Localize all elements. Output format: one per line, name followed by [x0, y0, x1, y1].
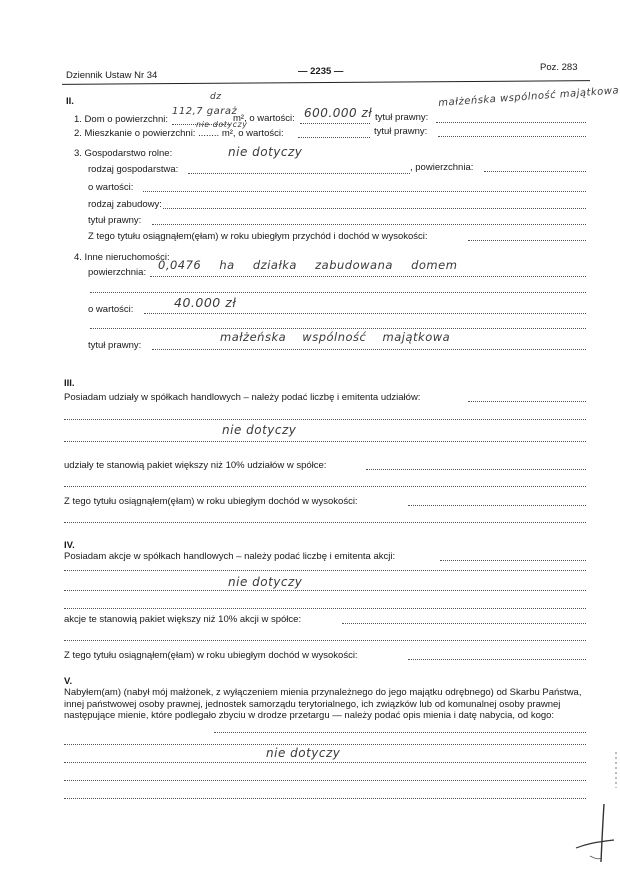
inne-powierzchnia-label: powierzchnia: [88, 267, 147, 278]
margin-mark-icon [612, 750, 620, 790]
inne-wartosc-handwritten: 40.000 zł [174, 295, 237, 310]
gosp-tytul-label: tytuł prawny: [88, 215, 142, 226]
section-ii-heading: II. [66, 96, 74, 107]
akcje-line-a [440, 560, 586, 561]
powierzchnia-line [484, 171, 586, 172]
section-v-paragraph: Nabyłem(am) (nabył mój małżonek, z wyłączeniem mienia przynależnego do jego majątku odrębnego) od Skarbu Państwa, innej państwowej osoby prawnej, jednostek samorządu terytorialnego, ich związków lub od komunalnej osoby prawnej następujące mienie, które podlegało zbyciu w drodze przetargu — należy podać opis mienia i datę nabycia, od kogo: [64, 687, 582, 721]
gosp-tytul-line [152, 224, 586, 225]
section-iii-heading: III. [64, 378, 75, 389]
akcje-line-d [64, 608, 586, 609]
dom-area-handwritten-sub: nie dotyczy [196, 120, 248, 129]
inne-nieruchomosci-label: 4. Inne nieruchomości: [74, 252, 170, 263]
header-page-number: — 2235 — [298, 66, 344, 77]
inne-extra-line-2 [90, 328, 586, 329]
akcje-label: Posiadam akcje w spółkach handlowych – należy podać liczbę i emitenta akcji: [64, 551, 396, 562]
udzialy-label: Posiadam udziały w spółkach handlowych – należy podać liczbę i emitenta udziałów: [64, 392, 421, 403]
udzialy-pakiet-label: udziały te stanowią pakiet większy niż 10% udziałów w spółce: [64, 460, 327, 471]
akcje-handwritten: nie dotyczy [228, 575, 303, 589]
inne-tytul-handwritten: małżeńska wspólność majątkowa [220, 330, 451, 344]
udzialy-line-e [64, 522, 586, 523]
dom-area-handwritten-top: dz [210, 92, 222, 102]
powierzchnia-label: , powierzchnia: [410, 162, 474, 173]
header-journal: Dziennik Ustaw Nr 34 [66, 70, 158, 81]
dom-title-label: tytuł prawny: [375, 112, 429, 123]
dom-title-line [436, 122, 586, 123]
mieszkanie-label: 2. Mieszkanie o powierzchni: ........ m², o wartości: [74, 128, 284, 139]
section-v-heading: V. [64, 676, 73, 687]
inne-wartosc-line [144, 313, 586, 314]
udzialy-line-b [64, 419, 586, 420]
udzialy-line-d [64, 486, 586, 487]
mieszkanie-title-label: tytuł prawny: [374, 126, 428, 137]
dom-label: 1. Dom o powierzchni: [74, 114, 168, 125]
inne-powierzchnia-handwritten: 0,0476 ha działka zabudowana domem [158, 258, 458, 272]
dom-value-line [300, 123, 370, 124]
nabycie-handwritten: nie dotyczy [266, 746, 341, 760]
inne-extra-line-1 [90, 292, 586, 293]
nabycie-line-e [64, 798, 586, 799]
nabycie-line-c [64, 762, 586, 763]
inne-tytul-line [152, 349, 586, 350]
akcje-line-b [64, 570, 586, 571]
nabycie-line-d [64, 780, 586, 781]
akcje-dochod-label: Z tego tytułu osiągnąłem(ęłam) w roku ubiegłym dochód w wysokości: [64, 650, 358, 661]
udzialy-line-a [468, 401, 586, 402]
zabudowa-line [163, 208, 586, 209]
rodzaj-gospodarstwa-label: rodzaj gospodarstwa: [88, 164, 179, 175]
dom-unit-label: m², o wartości: [233, 113, 295, 124]
gosp-dochod-label: Z tego tytułu osiągnąłem(ęłam) w roku ubiegłym przychód i dochód w wysokości: [88, 231, 428, 242]
udzialy-line-c [64, 441, 586, 442]
gosp-wartosc-line [143, 191, 586, 192]
inne-powierzchnia-line [150, 276, 586, 277]
gosp-dochod-line [468, 240, 586, 241]
gosp-wartosc-label: o wartości: [88, 182, 134, 193]
akcje-pakiet-line [342, 623, 586, 624]
udzialy-dochod-label: Z tego tytułu osiągnąłem(ęłam) w roku ubiegłym dochód w wysokości: [64, 496, 358, 507]
inne-tytul-label: tytuł prawny: [88, 340, 142, 351]
nabycie-line-b [64, 744, 586, 745]
nabycie-line-a [214, 732, 586, 733]
header-position: Poz. 283 [540, 62, 578, 73]
mieszkanie-value-line [298, 137, 370, 138]
gospodarstwo-handwritten: nie dotyczy [228, 145, 303, 159]
akcje-line-e [64, 640, 586, 641]
mieszkanie-title-line [438, 136, 586, 137]
udzialy-dochod-line [408, 505, 586, 506]
gospodarstwo-label: 3. Gospodarstwo rolne: [74, 148, 173, 159]
dom-area-handwritten: 112,7 garaż [172, 106, 238, 117]
inne-wartosc-label: o wartości: [88, 304, 134, 315]
signature-mark-icon [568, 800, 618, 870]
rodzaj-gospodarstwa-line [188, 173, 410, 174]
dom-title-handwritten: małżeńska wspólność majątkowa [438, 85, 620, 109]
udzialy-pakiet-line [366, 469, 586, 470]
zabudowa-label: rodzaj zabudowy: [88, 199, 162, 210]
akcje-pakiet-label: akcje te stanowią pakiet większy niż 10% akcji w spółce: [64, 614, 302, 625]
section-iv-heading: IV. [64, 540, 75, 551]
dom-value-handwritten: 600.000 zł [304, 106, 373, 120]
udzialy-handwritten: nie dotyczy [222, 423, 297, 437]
akcje-dochod-line [408, 659, 586, 660]
akcje-line-c [64, 590, 586, 591]
